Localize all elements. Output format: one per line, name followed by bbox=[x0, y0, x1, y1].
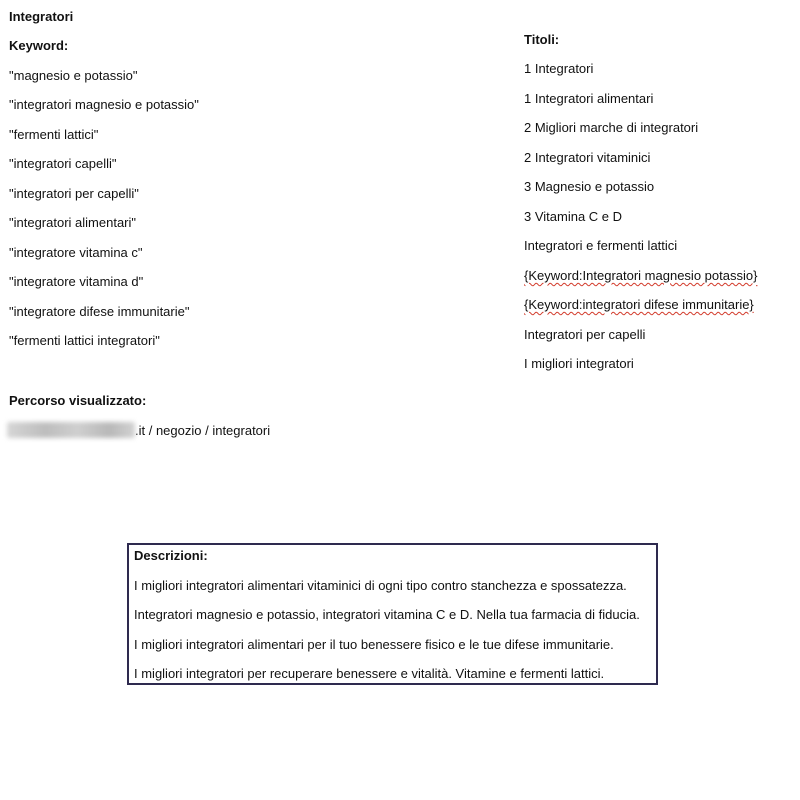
keyword-item: "integratore vitamina d" bbox=[9, 274, 144, 289]
keywords-label: Keyword: bbox=[9, 38, 69, 53]
title-item: 1 Integratori bbox=[524, 61, 594, 76]
title-item: 3 Vitamina C e D bbox=[524, 209, 623, 224]
keyword-item: "integratore vitamina c" bbox=[9, 245, 143, 260]
title-item: 2 Migliori marche di integratori bbox=[524, 120, 699, 135]
title-item: 2 Integratori vitaminici bbox=[524, 150, 651, 165]
title-item: Integratori per capelli bbox=[524, 327, 646, 342]
keyword-item: "magnesio e potassio" bbox=[9, 68, 138, 83]
title-item: Integratori e fermenti lattici bbox=[524, 238, 678, 253]
descriptions-box bbox=[127, 543, 658, 685]
keyword-item: "integratori capelli" bbox=[9, 156, 117, 171]
keyword-item: "integratori per capelli" bbox=[9, 186, 139, 201]
displayed-path bbox=[7, 422, 270, 438]
titles-label: Titoli: bbox=[524, 32, 560, 47]
title-item: I migliori integratori bbox=[524, 356, 634, 371]
redacted-domain bbox=[7, 422, 135, 438]
path-suffix: .it / negozio / integratori bbox=[135, 423, 271, 438]
title-item: {Keyword:integratori difese immunitarie} bbox=[524, 297, 754, 312]
title-item: 1 Integratori alimentari bbox=[524, 91, 654, 106]
description-item: Integratori magnesio e potassio, integratori vitamina C e D. Nella tua farmacia di fiducia. bbox=[134, 607, 640, 622]
descriptions-label: Descrizioni: bbox=[134, 548, 208, 563]
keyword-item: "fermenti lattici" bbox=[9, 127, 99, 142]
keyword-item: "integratori alimentari" bbox=[9, 215, 137, 230]
description-item: I migliori integratori alimentari per il tuo benessere fisico e le tue difese immunitarie. bbox=[134, 637, 614, 652]
keyword-item: "integratori magnesio e potassio" bbox=[9, 97, 199, 112]
document-heading: Integratori bbox=[9, 9, 74, 24]
title-item: {Keyword:Integratori magnesio potassio} bbox=[524, 268, 758, 283]
description-item: I migliori integratori alimentari vitaminici di ogni tipo contro stanchezza e spossatezza. bbox=[134, 578, 627, 593]
description-item: I migliori integratori per recuperare benessere e vitalità. Vitamine e fermenti lattici. bbox=[134, 666, 605, 681]
title-item: 3 Magnesio e potassio bbox=[524, 179, 655, 194]
keyword-item: "integratore difese immunitarie" bbox=[9, 304, 190, 319]
path-label: Percorso visualizzato: bbox=[9, 393, 147, 408]
keyword-item: "fermenti lattici integratori" bbox=[9, 333, 160, 348]
